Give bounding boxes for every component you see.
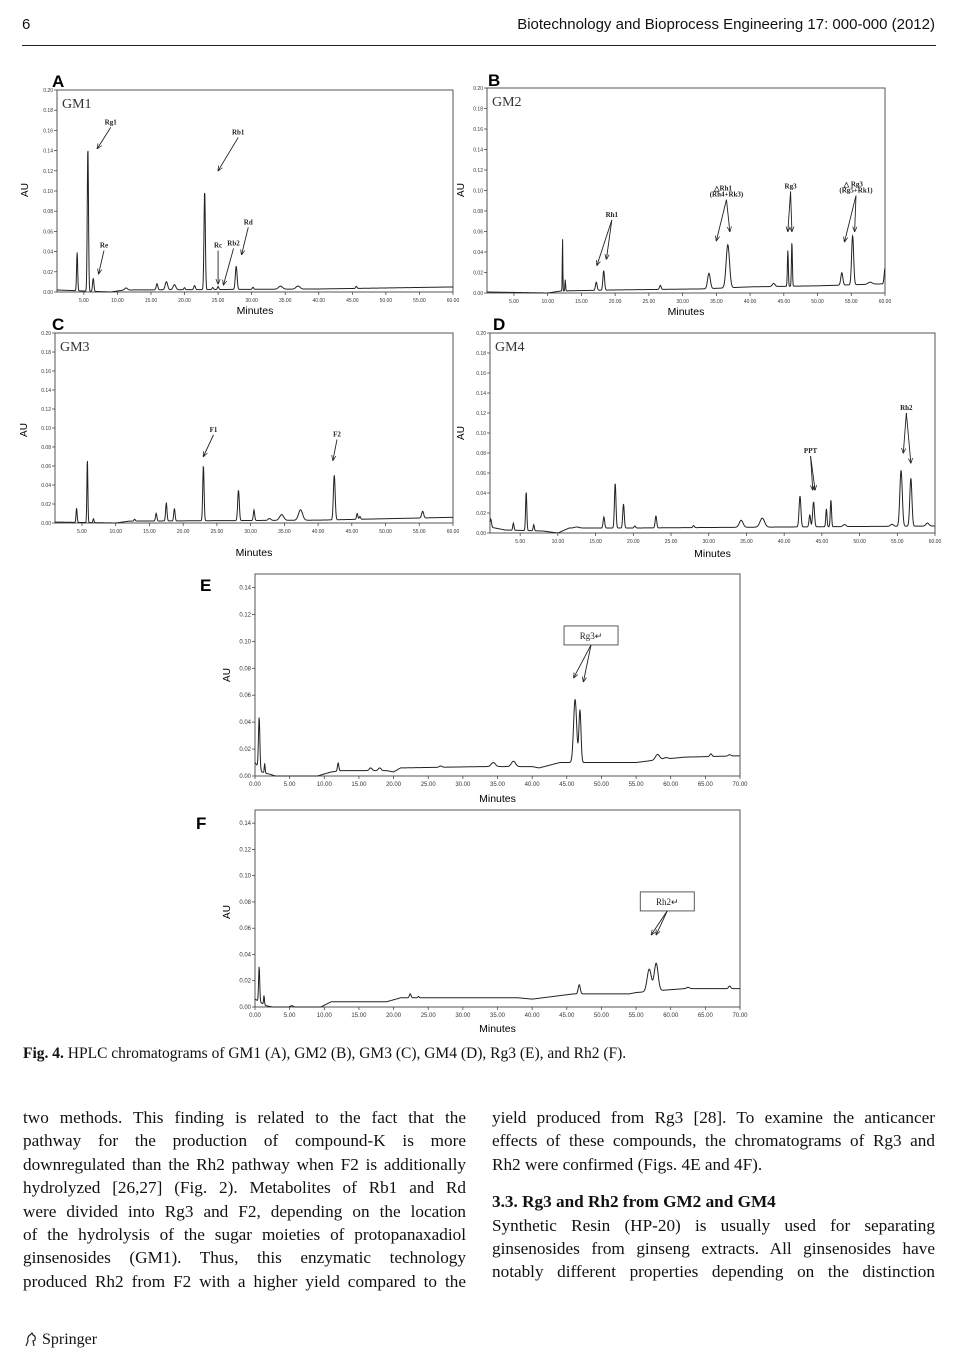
annotation-arrow [788,191,791,231]
x-tick-label: 5.00 [515,539,526,545]
annotation-arrow [583,645,591,682]
y-tick-label: 0.04 [239,952,251,959]
x-tick-label: 35.00 [710,299,723,305]
y-tick-label: 0.06 [239,926,251,933]
y-tick-label: 0.10 [239,873,251,880]
y-tick-label: 0.14 [239,585,251,592]
y-tick-label: 0.00 [239,774,251,780]
chromatogram-trace [487,236,885,293]
y-tick-label: 0.10 [41,426,51,432]
x-tick-label: 10.00 [316,1013,332,1019]
x-tick-label: 30.00 [676,299,689,305]
y-tick-label: 0.14 [41,388,51,394]
annotation-arrow [726,200,729,232]
chromatogram-panel-e [200,574,748,805]
panel-letter: E [200,576,212,595]
x-tick-label: 5.00 [509,299,519,305]
y-tick-label: 0.04 [473,250,483,256]
y-tick-label: 0.12 [476,411,486,417]
sample-name: GM1 [62,97,92,112]
panel-letter: A [52,72,65,91]
y-tick-label: 0.18 [43,108,53,115]
y-axis-label: AU [19,423,30,437]
annotation-arrow [903,413,906,453]
x-tick-label: 30.00 [702,539,715,545]
annotation-arrow [97,127,110,148]
y-tick-label: 0.14 [239,821,251,828]
x-tick-label: 15.00 [143,529,156,535]
x-tick-label: 70.00 [732,782,748,788]
peak-annotation-label: Rh2 [900,404,913,412]
y-tick-label: 0.12 [239,847,251,854]
caption-text: HPLC chromatograms of GM1 (A), GM2 (B), GM3 (C), GM4 (D), Rg3 (E), and Rh2 (F). [63,1045,627,1062]
x-axis-label: Minutes [235,547,273,559]
x-tick-label: 60.00 [928,539,942,545]
y-tick-label: 0.06 [476,471,486,477]
annotation-arrow [791,191,792,231]
panel-letter: C [52,315,65,334]
x-tick-label: 40.00 [524,1013,540,1019]
chromatogram-panel-d [456,315,941,560]
x-tick-label: 15.00 [351,782,367,788]
x-tick-label: 40.00 [311,529,325,535]
x-tick-label: 10.00 [109,529,122,535]
plot-frame [487,88,885,293]
peak-annotation-label: △Rh1 [714,184,733,193]
sample-name: GM3 [60,340,90,355]
x-tick-label: 5.00 [78,298,89,304]
x-tick-label: 15.00 [575,299,588,305]
y-tick-label: 0.02 [41,502,51,508]
body-right-column [492,1106,935,1284]
peak-annotation-label: Rb2 [227,239,240,248]
x-tick-label: 55.00 [891,539,904,545]
x-tick-label: 30.00 [244,529,257,535]
x-axis-label: Minutes [694,548,731,560]
annotation-arrow [906,413,911,463]
y-tick-label: 0.16 [476,371,486,377]
annotation-arrow [242,227,249,254]
plot-frame [55,333,453,523]
x-tick-label: 55.00 [628,782,644,788]
x-tick-label: 45.00 [777,299,791,305]
x-tick-label: 5.00 [283,1013,296,1019]
x-tick-label: 35.00 [278,529,291,535]
x-tick-label: 50.00 [853,539,866,545]
x-tick-label: 30.00 [455,782,471,788]
peak-annotation-label: (Rh4+Rk3) [709,190,744,199]
panel-letter: F [196,814,207,833]
x-tick-label: 40.00 [777,539,791,545]
peak-annotation-label: (Rg5+Rk1) [839,186,873,195]
x-tick-label: 20.00 [608,299,622,305]
annotation-arrow [99,251,104,274]
annotation-arrow [656,911,667,935]
body-text-line: ginsenosides (GM1). Thus, this enzymatic technology [23,1248,466,1268]
annotation-arrow [574,645,591,678]
peak-annotation-label: PPT [803,447,818,455]
y-tick-label: 0.10 [239,639,251,646]
body-text-line: Rh2 were confirmed (Figs. 4E and 4F). [492,1154,763,1174]
x-tick-label: 65.00 [697,782,713,788]
y-axis-label: AU [456,426,467,440]
peak-annotation-label: Rg1 [104,118,117,127]
annotation-arrow [218,137,238,170]
peak-annotation-label: Rd [243,218,253,227]
chromatogram-panel-a [20,72,459,317]
body-text-line: notably different properties depending on the distinction [492,1262,935,1282]
x-tick-label: 40.00 [524,782,540,788]
x-tick-label: 10.00 [316,782,332,788]
x-tick-label: 40.00 [312,298,326,304]
y-tick-label: 0.20 [41,331,51,337]
peak-annotation-label: Rg3↵ [579,630,603,641]
annotation-arrow [203,435,213,457]
panel-letter: B [488,71,501,90]
chromatogram-trace [255,963,740,1007]
annotation-arrow [223,249,233,285]
y-tick-label: 0.08 [239,899,251,906]
x-tick-label: 50.00 [593,782,609,788]
chromatogram-panel-f [196,810,748,1035]
x-tick-label: 20.00 [178,298,191,304]
x-axis-label: Minutes [236,305,274,317]
y-tick-label: 0.04 [239,720,251,727]
y-tick-label: 0.04 [43,249,53,256]
y-tick-label: 0.12 [239,612,251,619]
body-text-line: downregulated than the Rh2 pathway when F2 is additionally [23,1154,466,1174]
y-tick-label: 0.06 [43,229,53,236]
x-tick-label: 25.00 [210,529,224,535]
annotation-arrow [597,220,612,265]
x-tick-label: 65.00 [697,1013,713,1019]
body-text-line: pathway for the production of compound-K is more [23,1131,466,1151]
peak-annotation-label: F1 [209,425,218,434]
y-tick-label: 0.00 [41,521,51,527]
body-text-line: two methods. This finding is related to the fact that the [23,1108,466,1127]
x-tick-label: 55.00 [628,1013,644,1019]
x-tick-label: 25.00 [420,782,436,788]
chromatogram-trace [490,471,935,533]
body-text-line: were divided into Rg3 and F2, depending on the location [23,1201,466,1221]
y-tick-label: 0.10 [43,189,53,195]
x-tick-label: 15.00 [144,298,158,304]
x-tick-label: 35.00 [489,1013,506,1019]
x-tick-label: 30.00 [455,1013,471,1019]
y-tick-label: 0.16 [43,128,53,135]
x-tick-label: 45.00 [559,1013,575,1019]
peak-annotation-label: Rh2↵ [655,896,679,907]
x-tick-label: 45.00 [559,782,575,788]
x-tick-label: 40.00 [743,299,757,305]
y-axis-label: AU [222,668,233,682]
y-tick-label: 0.08 [41,445,51,451]
peak-annotation-label: Re [99,241,109,250]
plot-frame [490,333,935,533]
body-text-line: produced Rh2 from F2 with a higher yield compared to the [23,1271,466,1291]
section-heading: 3.3. Rg3 and Rh2 from GM2 and GM4 [492,1192,776,1212]
x-tick-label: 0.00 [249,1013,261,1019]
x-tick-label: 20.00 [627,539,640,545]
y-tick-label: 0.18 [473,106,483,113]
x-tick-label: 35.00 [489,782,506,788]
y-tick-label: 0.06 [41,464,51,470]
peak-annotation-label: Rc [213,241,223,250]
x-tick-label: 0.00 [249,782,261,788]
y-tick-label: 0.08 [239,666,251,673]
y-axis-label: AU [222,905,233,919]
y-tick-label: 0.00 [476,531,486,537]
y-tick-label: 0.12 [473,168,483,174]
y-tick-label: 0.10 [473,188,483,195]
x-tick-label: 30.00 [245,298,258,304]
y-tick-label: 0.14 [473,147,483,154]
annotation-arrow [845,196,856,242]
y-tick-label: 0.20 [476,331,486,337]
y-tick-label: 0.00 [473,291,483,297]
y-tick-label: 0.00 [239,1005,251,1011]
x-tick-label: 45.00 [345,529,359,535]
peak-annotation-label: F2 [333,430,341,439]
y-tick-label: 0.18 [41,350,51,356]
y-tick-label: 0.16 [473,127,483,133]
x-tick-label: 55.00 [413,298,426,304]
body-text-line: effects of these compounds, the chromatograms of Rg3 and [492,1131,935,1151]
y-tick-label: 0.18 [476,351,486,357]
x-tick-label: 50.00 [379,298,393,304]
x-tick-label: 60.00 [663,782,679,788]
journal-header: Biotechnology and Bioprocess Engineering 17: 000-000 (2012) [517,16,935,33]
x-tick-label: 25.00 [420,1013,436,1019]
y-tick-label: 0.04 [476,491,486,497]
body-text-line: of the hydrolysis of the sugar moieties of protopanaxadiol [23,1225,466,1245]
x-tick-label: 35.00 [278,298,292,304]
y-tick-label: 0.02 [476,511,486,517]
y-tick-label: 0.02 [239,978,251,985]
x-tick-label: 5.00 [283,782,296,788]
x-tick-label: 70.00 [732,1013,748,1019]
x-tick-label: 20.00 [386,782,402,788]
chromatogram-panel-c [19,315,459,559]
x-tick-label: 20.00 [386,1013,402,1019]
x-tick-label: 60.00 [878,299,892,305]
y-tick-label: 0.06 [239,693,251,700]
y-axis-label: AU [20,183,31,197]
y-tick-label: 0.16 [41,369,51,375]
body-text-line: ginsenosides from ginseng extracts. All ginsenosides have [492,1239,935,1259]
y-tick-label: 0.20 [43,88,53,94]
x-tick-label: 25.00 [664,539,678,545]
y-tick-label: 0.02 [239,747,251,754]
y-tick-label: 0.14 [476,391,486,397]
x-tick-label: 60.00 [446,298,460,304]
annotation-arrow [716,200,726,241]
peak-annotation-label: Rh1 [605,211,619,220]
x-tick-label: 35.00 [740,539,753,545]
y-tick-label: 0.14 [43,148,53,155]
y-tick-label: 0.08 [476,451,486,457]
peak-annotation-label: Rb1 [231,128,245,137]
y-tick-label: 0.12 [41,407,51,413]
x-tick-label: 25.00 [211,298,225,304]
y-tick-label: 0.04 [41,483,51,489]
body-left-column [23,1106,466,1293]
x-tick-label: 60.00 [446,529,460,535]
y-tick-label: 0.08 [43,209,53,216]
page-number: 6 [22,16,31,33]
x-tick-label: 55.00 [845,299,858,305]
x-tick-label: 55.00 [413,529,426,535]
body-text-line: yield produced from Rg3 [28]. To examine the anticancer [492,1108,935,1127]
sample-name: GM4 [495,340,525,355]
x-tick-label: 20.00 [176,529,190,535]
x-tick-label: 50.00 [811,299,824,305]
y-tick-label: 0.12 [43,168,53,175]
y-axis-label: AU [456,183,467,197]
panel-letter: D [493,315,506,334]
chromatogram-trace [255,699,740,776]
x-tick-label: 25.00 [642,299,656,305]
x-tick-label: 45.00 [815,539,829,545]
y-tick-label: 0.02 [43,269,53,276]
x-tick-label: 45.00 [346,298,359,304]
x-tick-label: 15.00 [589,539,602,545]
chromatogram-panel-b [456,71,891,318]
y-tick-label: 0.00 [43,290,53,296]
x-axis-label: Minutes [479,1023,516,1035]
chromatogram-trace [55,461,453,523]
y-tick-label: 0.08 [473,209,483,215]
x-tick-label: 60.00 [663,1013,679,1019]
figure-caption [23,1045,626,1063]
x-tick-label: 50.00 [593,1013,609,1019]
plot-frame [255,574,740,776]
x-tick-label: 10.00 [551,539,565,545]
peak-annotation-label: △ Rg3 [843,180,863,189]
chromatogram-trace [57,151,453,292]
annotation-arrow [651,911,667,935]
caption-label: Fig. 4. [23,1045,64,1062]
x-tick-label: 50.00 [379,529,392,535]
x-axis-label: Minutes [479,793,516,805]
y-tick-label: 0.10 [476,431,486,437]
x-tick-label: 15.00 [351,1013,367,1019]
sample-name: GM2 [492,95,522,110]
body-text-line: hydrolyzed [26,27] (Fig. 2). Metabolites of Rb1 and Rd [23,1178,466,1198]
annotation-arrow [333,440,337,461]
peak-annotation-label: Rg3 [784,182,797,191]
x-tick-label: 5.00 [77,529,87,535]
footer [23,1331,97,1349]
x-axis-label: Minutes [667,306,705,318]
y-tick-label: 0.06 [473,229,483,236]
body-text-line: Synthetic Resin (HP-20) is usually used for separating [492,1215,935,1235]
publisher-name: Springer [42,1331,98,1348]
x-tick-label: 10.00 [541,299,554,305]
annotation-arrow [606,220,611,259]
y-tick-label: 0.02 [473,270,483,277]
x-tick-label: 10.00 [111,298,124,304]
springer-horse-icon [23,1332,39,1348]
y-tick-label: 0.20 [473,86,483,92]
